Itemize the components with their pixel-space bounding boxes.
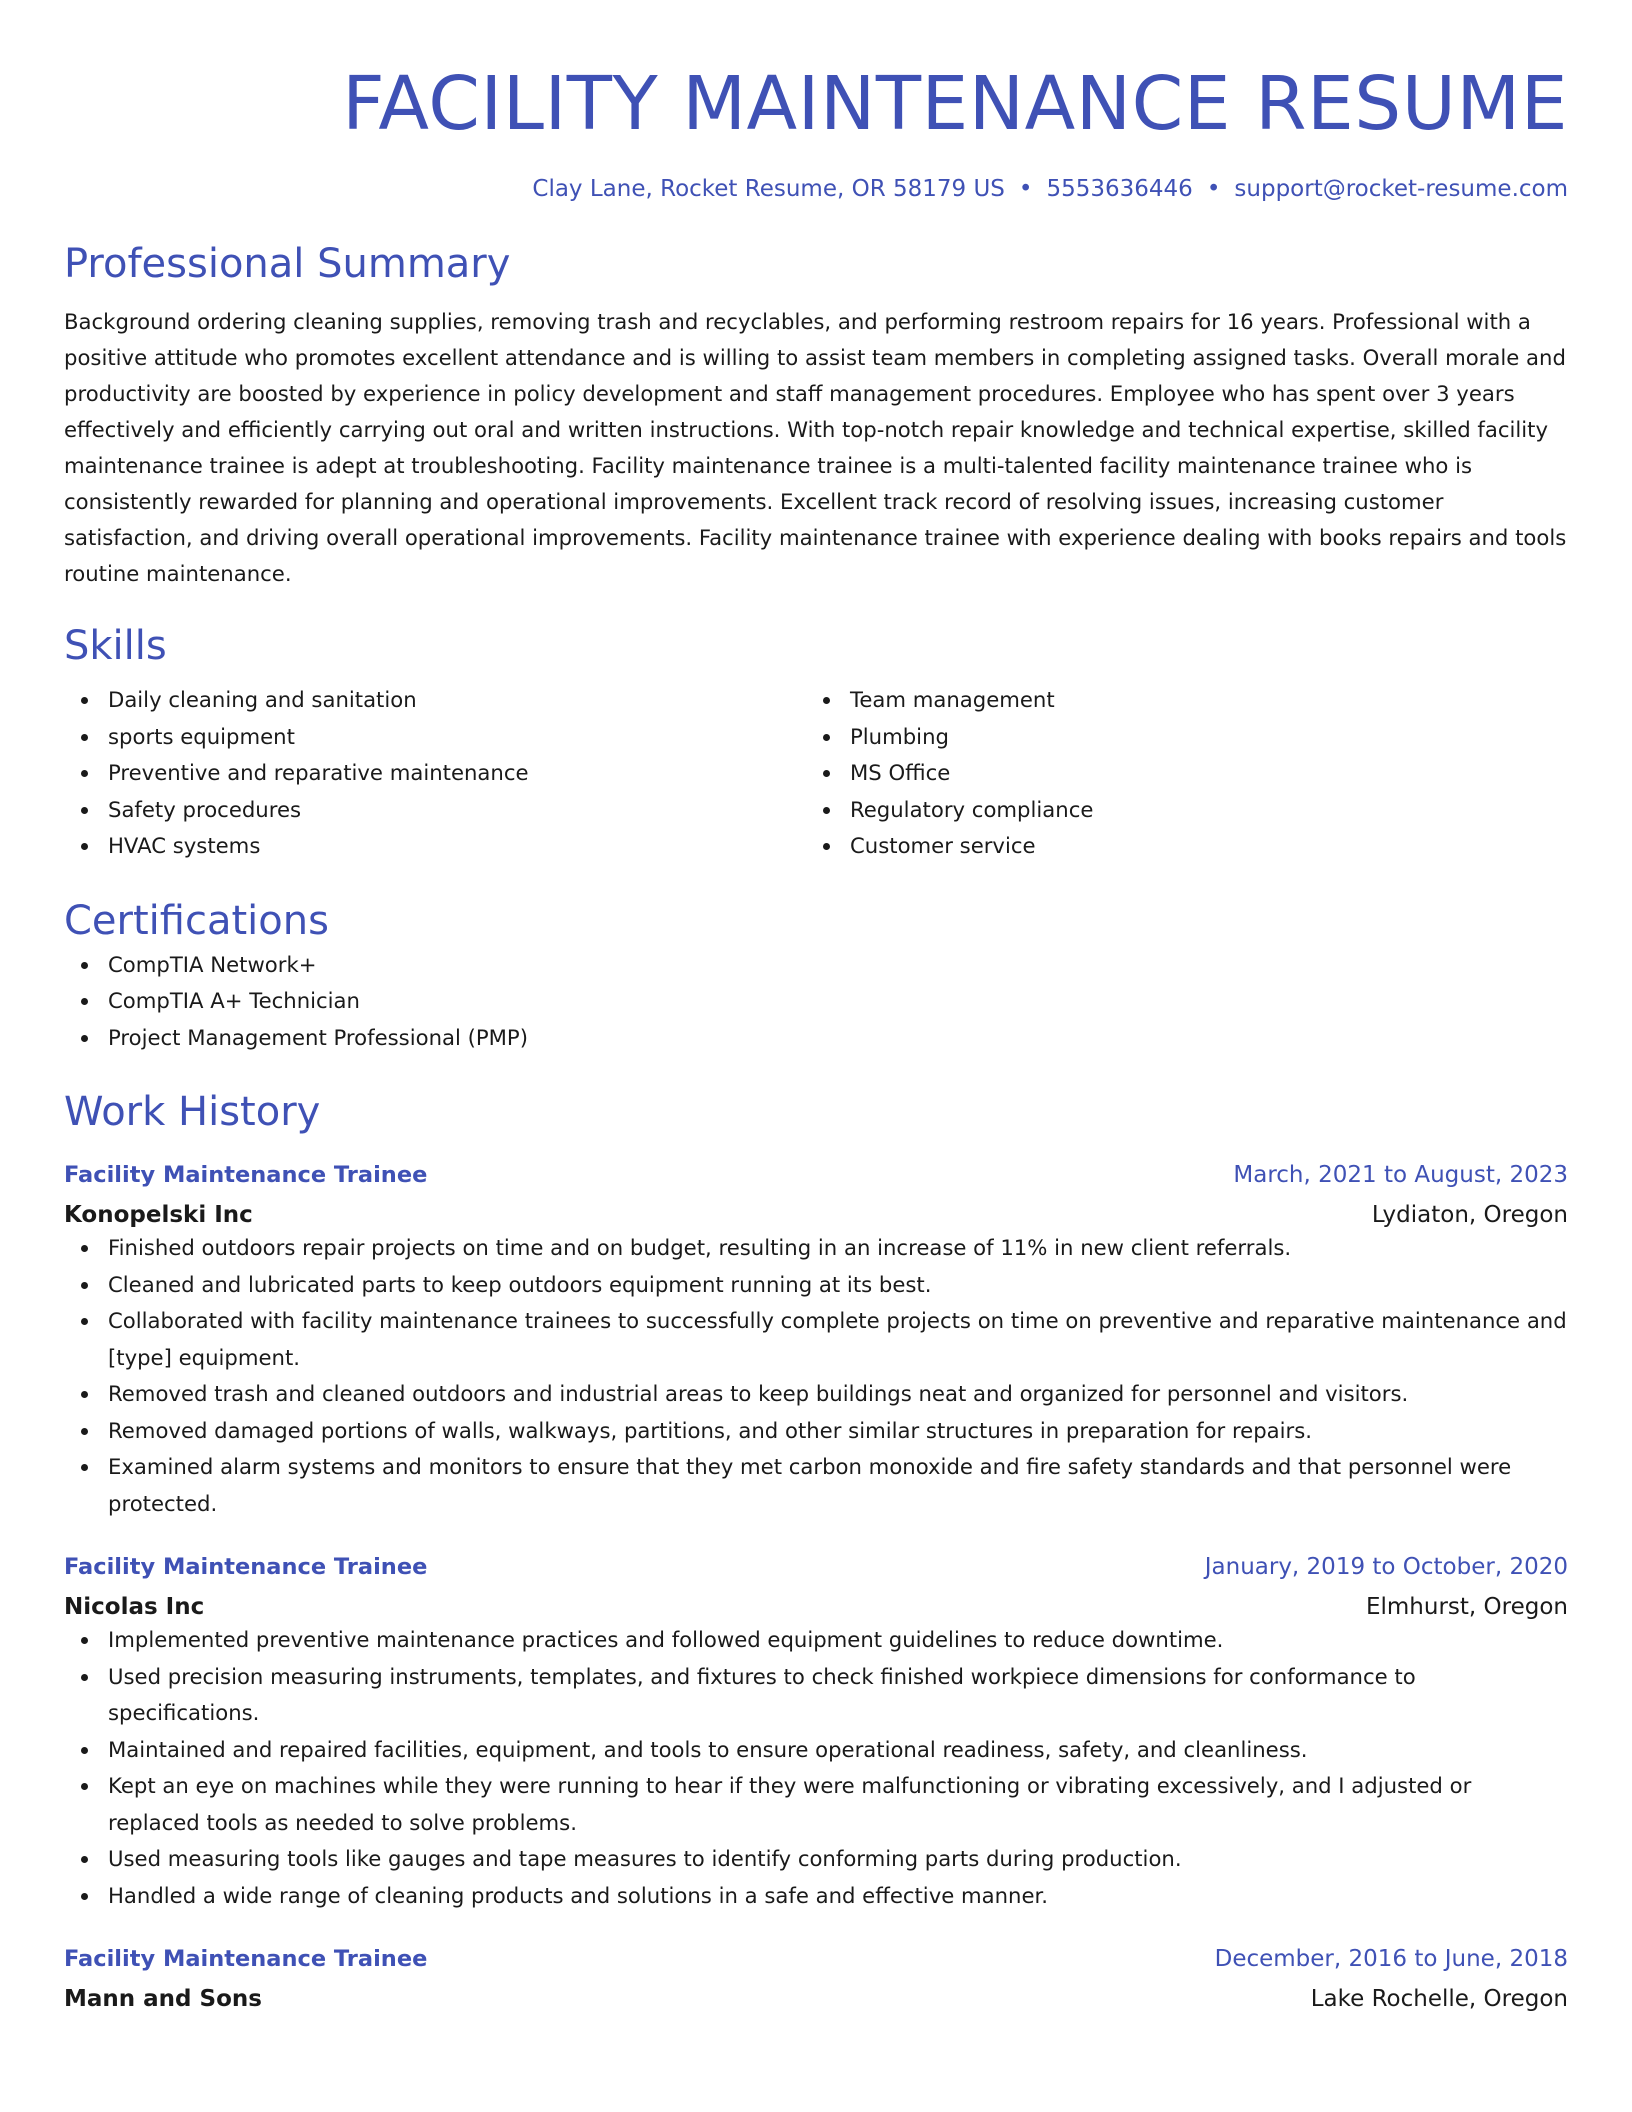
- certification-item: CompTIA A+ Technician: [108, 983, 1568, 1020]
- skills-heading: Skills: [64, 623, 167, 669]
- job-location: Elmhurst, Oregon: [1365, 1594, 1568, 1620]
- job-entry: [64, 1944, 1568, 2014]
- summary-text: Background ordering cleaning supplies, removing trash and recyclables, and performing restroom repairs for 16 years. Professional with a positive attitude who promotes excellent attendance and is willing to assist team members in completing assigned tasks. Overall morale and productivity are boosted by experience in policy development and staff management procedures. Employee who has spent over 3 years effectively and efficiently carrying out oral and written instructions. With top-notch repair knowledge and technical expertise, skilled facility maintenance trainee is adept at troubleshooting. Facility maintenance trainee is a multi-talented facility maintenance trainee who is consistently rewarded for planning and operational improvements. Excellent track record of resolving issues, increasing customer satisfaction, and driving overall operational improvements. Facility maintenance trainee with experience dealing with books repairs and tools routine maintenance.: [64, 309, 1567, 586]
- skills-column-right: [806, 682, 1548, 865]
- summary-section: [64, 238, 1568, 592]
- job-bullet: Used precision measuring instruments, templates, and fixtures to check finished workpiece dimensions for conformance to specifications.: [108, 1659, 1568, 1732]
- job-bullet: Used measuring tools like gauges and tape measures to identify conforming parts during production.: [108, 1841, 1568, 1878]
- summary-heading: Professional Summary: [64, 241, 511, 287]
- skills-section: [64, 620, 1568, 865]
- skills-grid: [64, 682, 1568, 865]
- skill-item: Daily cleaning and sanitation: [108, 682, 806, 719]
- skill-item: HVAC systems: [108, 828, 806, 865]
- job-bullet: Removed damaged portions of walls, walkways, partitions, and other similar structures in preparation for repairs.: [108, 1413, 1568, 1450]
- job-company: Konopelski Inc: [64, 1202, 253, 1228]
- job-bullet: Collaborated with facility maintenance trainees to successfully complete projects on time on preventive and reparative maintenance and [type] equipment.: [108, 1303, 1568, 1376]
- resume-title: FACILITY MAINTENANCE RESUME: [342, 61, 1568, 147]
- job-bullets: [64, 1230, 1568, 1522]
- contact-separator: •: [1018, 176, 1033, 202]
- job-location: Lydiaton, Oregon: [1371, 1202, 1568, 1228]
- job-bullet: Finished outdoors repair projects on time and on budget, resulting in an increase of 11% in new client referrals.: [108, 1230, 1568, 1267]
- job-bullet: Examined alarm systems and monitors to ensure that they met carbon monoxide and fire safety standards and that personnel were protected.: [108, 1449, 1568, 1522]
- skill-item: Team management: [850, 682, 1548, 719]
- contact-line: [64, 174, 1568, 204]
- job-bullet: Removed trash and cleaned outdoors and industrial areas to keep buildings neat and organized for personnel and visitors.: [108, 1376, 1568, 1413]
- job-title: Facility Maintenance Trainee: [64, 1162, 428, 1188]
- job-title: Facility Maintenance Trainee: [64, 1554, 428, 1580]
- skill-item: Regulatory compliance: [850, 792, 1548, 829]
- contact-separator: •: [1206, 176, 1221, 202]
- skill-item: Customer service: [850, 828, 1548, 865]
- job-dates: December, 2016 to June, 2018: [1214, 1946, 1568, 1972]
- certifications-section: [64, 895, 1568, 1057]
- job-location: Lake Rochelle, Oregon: [1310, 1986, 1568, 2012]
- contact-address: Clay Lane, Rocket Resume, OR 58179 US: [532, 176, 1005, 202]
- certification-item: Project Management Professional (PMP): [108, 1020, 1568, 1057]
- job-bullet: Maintained and repaired facilities, equipment, and tools to ensure operational readiness, safety, and cleanliness.: [108, 1732, 1568, 1769]
- job-bullet: Handled a wide range of cleaning products and solutions in a safe and effective manner.: [108, 1878, 1568, 1915]
- work-history-section: [64, 1086, 1568, 2014]
- contact-phone[interactable]: 5553636446: [1046, 176, 1193, 202]
- skill-item: MS Office: [850, 755, 1548, 792]
- job-entry: [64, 1160, 1568, 1522]
- work-history-heading: Work History: [64, 1089, 321, 1135]
- job-bullet: Implemented preventive maintenance practices and followed equipment guidelines to reduce downtime.: [108, 1622, 1568, 1659]
- job-dates: January, 2019 to October, 2020: [1204, 1554, 1568, 1580]
- job-dates: March, 2021 to August, 2023: [1233, 1162, 1568, 1188]
- contact-email[interactable]: support@rocket-resume.com: [1234, 176, 1568, 202]
- job-bullet: Kept an eye on machines while they were running to hear if they were malfunctioning or vibrating excessively, and I adjusted or replaced tools as needed to solve problems.: [108, 1768, 1568, 1841]
- job-entry: [64, 1552, 1568, 1914]
- certifications-list: [64, 947, 1568, 1057]
- skills-column-left: [64, 682, 806, 865]
- job-bullet: Cleaned and lubricated parts to keep outdoors equipment running at its best.: [108, 1267, 1568, 1304]
- job-title: Facility Maintenance Trainee: [64, 1946, 428, 1972]
- skill-item: Safety procedures: [108, 792, 806, 829]
- certifications-heading: Certifications: [64, 897, 329, 944]
- skill-item: Preventive and reparative maintenance: [108, 755, 806, 792]
- skill-item: sports equipment: [108, 719, 806, 756]
- job-company: Mann and Sons: [64, 1986, 262, 2012]
- job-company: Nicolas Inc: [64, 1594, 205, 1620]
- certification-item: CompTIA Network+: [108, 947, 1568, 984]
- skill-item: Plumbing: [850, 719, 1548, 756]
- job-bullets: [64, 1622, 1568, 1914]
